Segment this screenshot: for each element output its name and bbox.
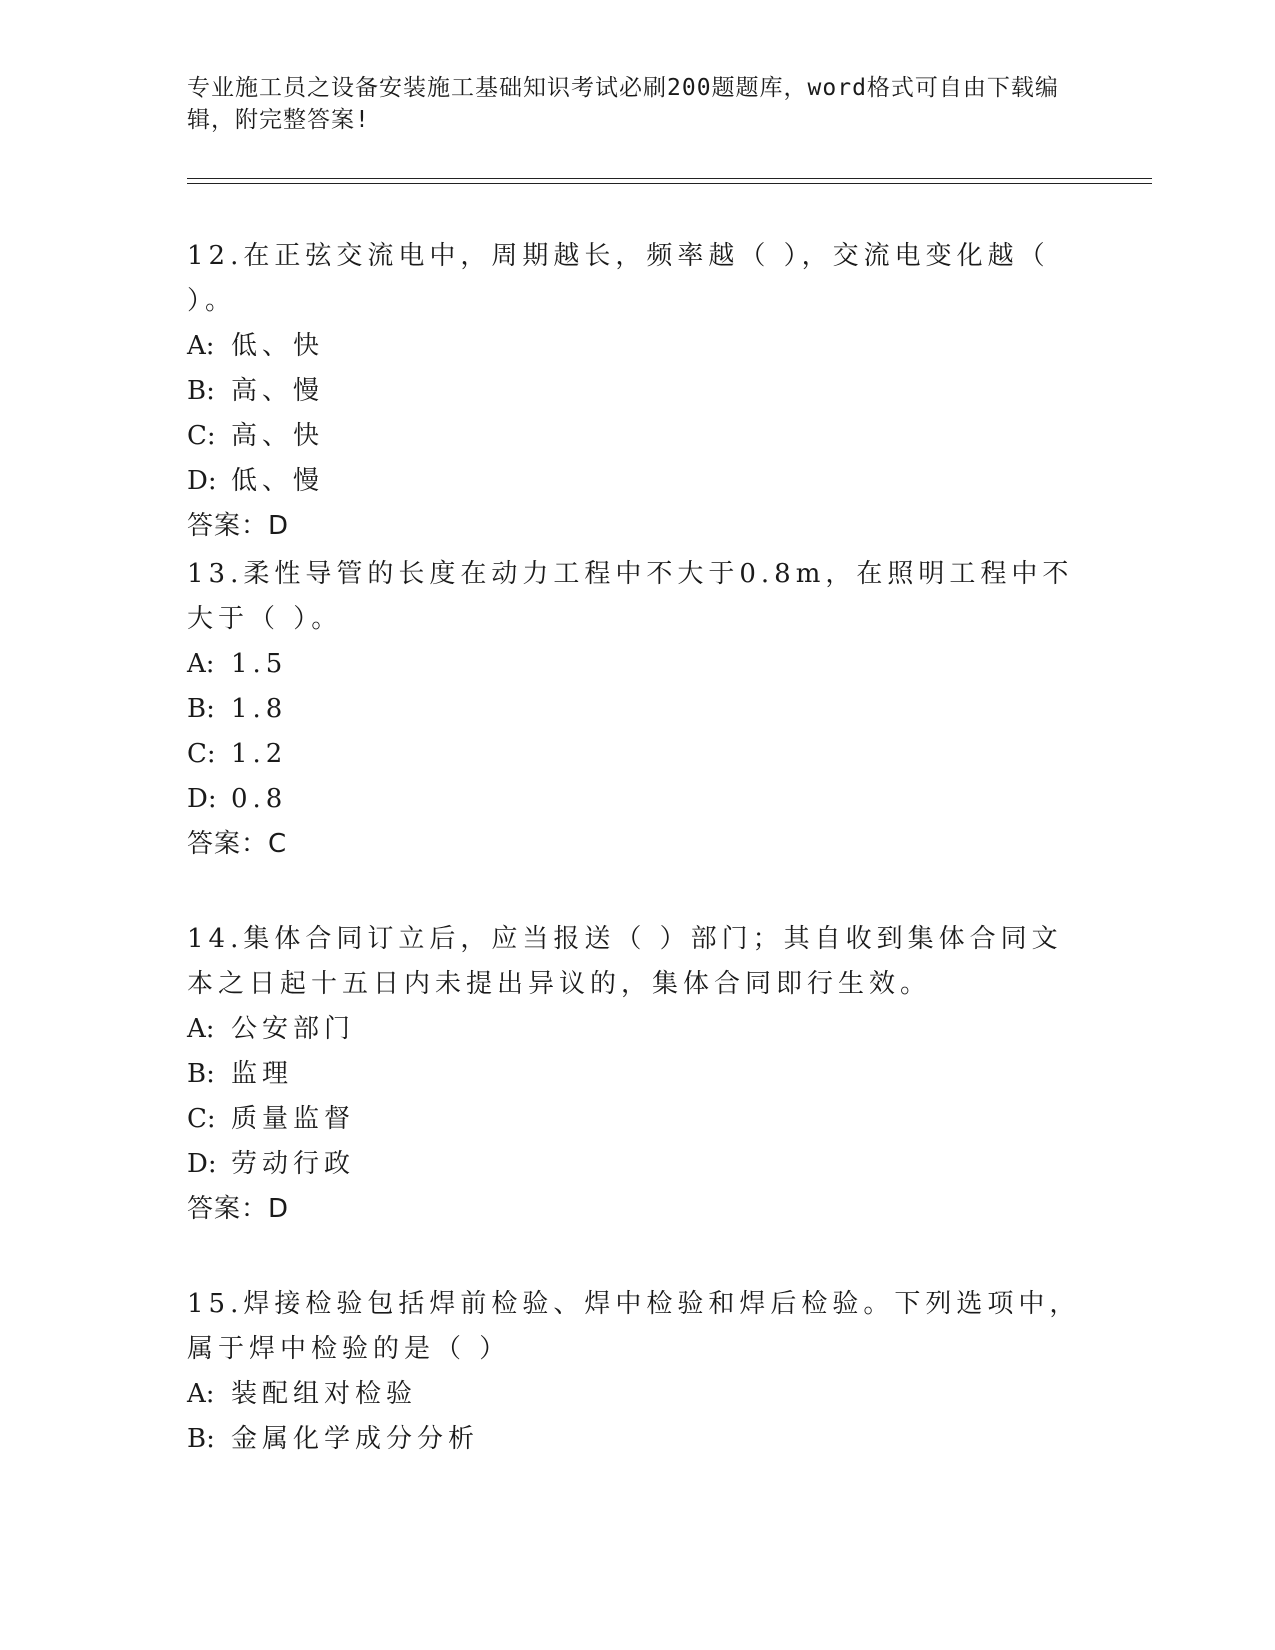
question-stem bbox=[187, 1282, 1087, 1372]
question-stem bbox=[187, 552, 1087, 642]
option-text: 1.8 bbox=[231, 694, 288, 724]
option-d bbox=[187, 1142, 1087, 1187]
option-label: B: bbox=[187, 376, 215, 406]
option-b bbox=[187, 369, 1087, 414]
option-d bbox=[187, 777, 1087, 822]
question-text: 在正弦交流电中，周期越长，频率越（ ），交流电变化越（ ）。 bbox=[187, 241, 1050, 316]
document-header bbox=[187, 72, 1067, 136]
option-label: A: bbox=[187, 1014, 215, 1044]
option-c bbox=[187, 414, 1087, 459]
option-b bbox=[187, 1417, 1087, 1462]
question-stem bbox=[187, 234, 1087, 324]
option-label: B: bbox=[187, 694, 215, 724]
option-d bbox=[187, 459, 1087, 504]
option-label: B: bbox=[187, 1059, 215, 1089]
option-text: 劳动行政 bbox=[231, 1149, 356, 1179]
option-label: A: bbox=[187, 649, 215, 679]
option-text: 装配组对检验 bbox=[231, 1379, 418, 1409]
option-text: 金属化学成分分析 bbox=[231, 1424, 480, 1454]
answer: 答案：D bbox=[187, 1194, 290, 1224]
option-text: 高、慢 bbox=[231, 376, 325, 406]
option-text: 1.5 bbox=[231, 649, 288, 679]
option-text: 公安部门 bbox=[231, 1014, 356, 1044]
option-text: 质量监督 bbox=[231, 1104, 356, 1134]
option-label: A: bbox=[187, 1379, 215, 1409]
option-text: 高、快 bbox=[231, 421, 325, 451]
question-12 bbox=[187, 234, 1087, 549]
question-number: 13. bbox=[187, 559, 244, 589]
option-label: D: bbox=[187, 784, 217, 814]
option-text: 0.8 bbox=[231, 784, 288, 814]
question-number: 12. bbox=[187, 241, 244, 271]
option-label: A: bbox=[187, 331, 215, 361]
option-c bbox=[187, 732, 1087, 777]
option-text: 低、慢 bbox=[231, 466, 325, 496]
option-a bbox=[187, 1372, 1087, 1417]
option-text: 低、快 bbox=[231, 331, 325, 361]
option-label: C: bbox=[187, 421, 216, 451]
option-b bbox=[187, 1052, 1087, 1097]
question-number: 15. bbox=[187, 1289, 244, 1319]
question-14 bbox=[187, 917, 1087, 1232]
question-13 bbox=[187, 552, 1087, 867]
option-c bbox=[187, 1097, 1087, 1142]
header-divider-bottom bbox=[187, 183, 1152, 184]
option-b bbox=[187, 687, 1087, 732]
option-text: 1.2 bbox=[231, 739, 288, 769]
question-15 bbox=[187, 1282, 1087, 1462]
answer: 答案：D bbox=[187, 511, 290, 541]
option-a bbox=[187, 324, 1087, 369]
question-text: 集体合同订立后，应当报送（ ）部门；其自收到集体合同文本之日起十五日内未提出异议的，集体合同即行生效。 bbox=[187, 924, 1063, 999]
question-number: 14. bbox=[187, 924, 244, 954]
question-text: 柔性导管的长度在动力工程中不大于0.8m，在照明工程中不大于（ ）。 bbox=[187, 559, 1074, 634]
question-text: 焊接检验包括焊前检验、焊中检验和焊后检验。下列选项中，属于焊中检验的是（ ） bbox=[187, 1289, 1081, 1364]
option-label: D: bbox=[187, 466, 217, 496]
option-a bbox=[187, 642, 1087, 687]
header-divider-top bbox=[187, 178, 1152, 179]
header-title: 专业施工员之设备安装施工基础知识考试必刷200题题库，word格式可自由下载编辑，附完整答案! bbox=[187, 75, 1059, 133]
option-text: 监理 bbox=[231, 1059, 294, 1089]
option-a bbox=[187, 1007, 1087, 1052]
option-label: C: bbox=[187, 1104, 216, 1134]
answer: 答案：C bbox=[187, 829, 288, 859]
option-label: C: bbox=[187, 739, 216, 769]
question-stem bbox=[187, 917, 1087, 1007]
option-label: D: bbox=[187, 1149, 217, 1179]
option-label: B: bbox=[187, 1424, 215, 1454]
